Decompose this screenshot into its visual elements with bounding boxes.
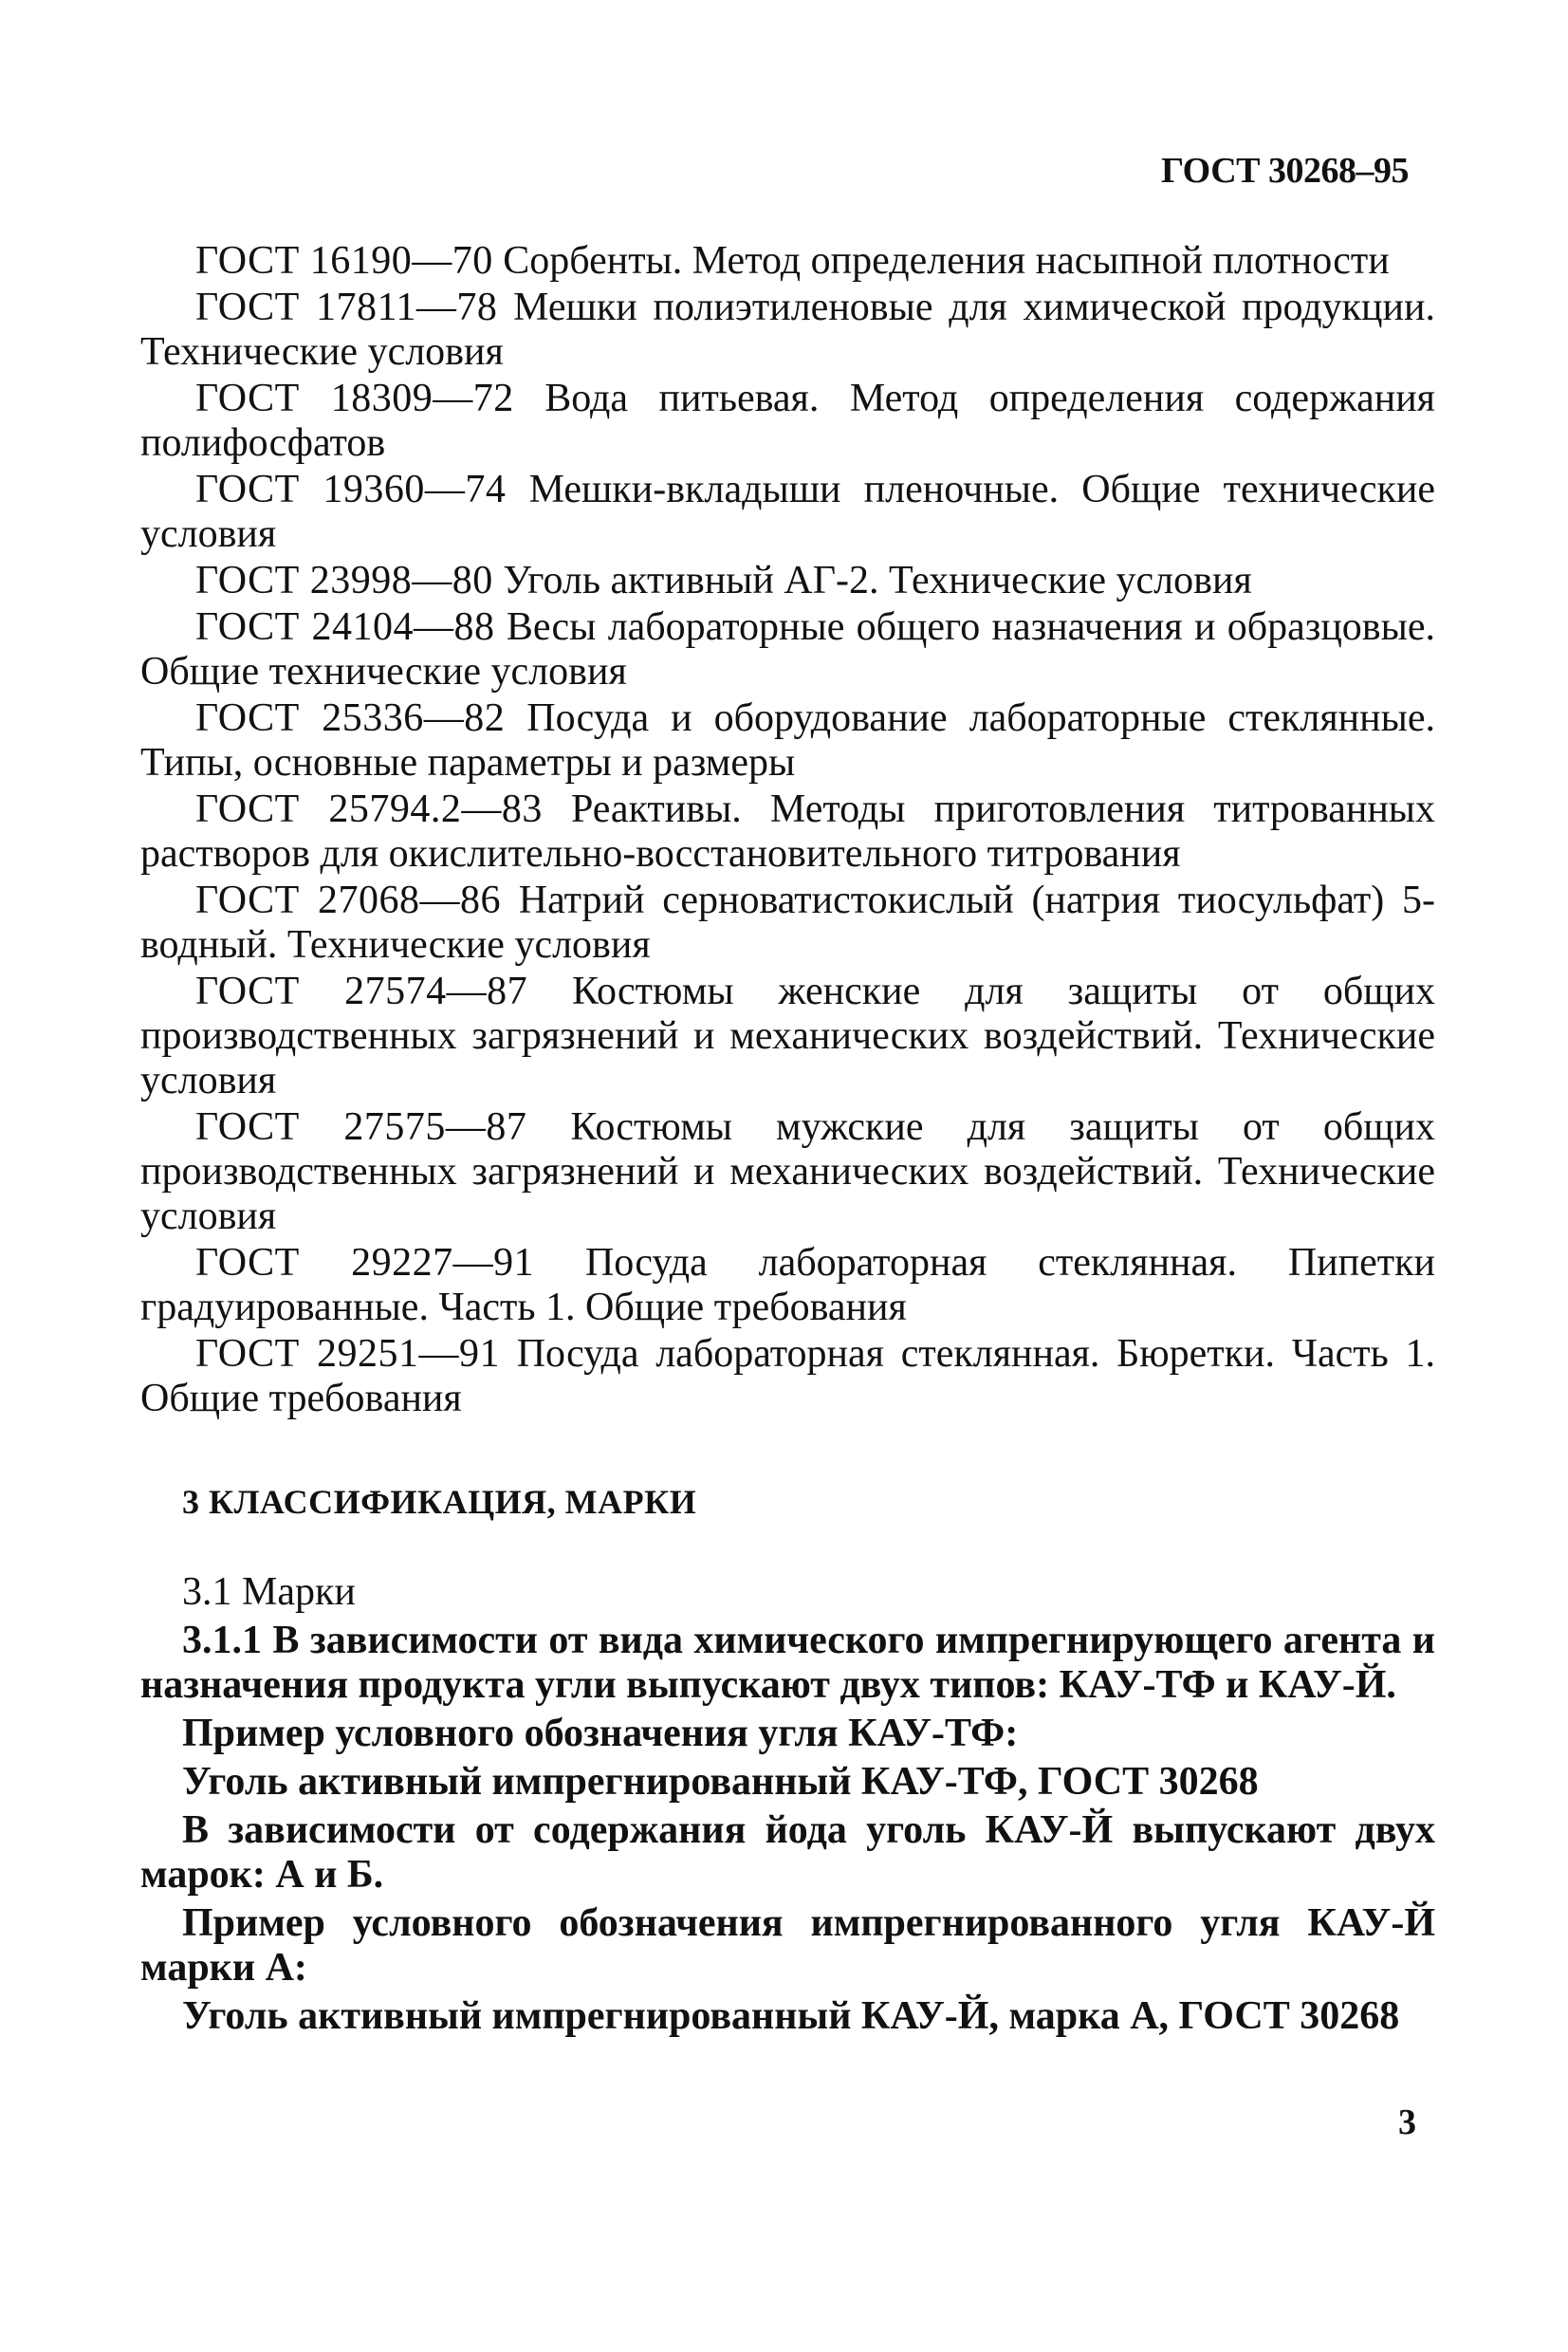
reference-title: Сорбенты. Метод определения насыпной плотности — [503, 239, 1390, 283]
reference-code: ГОСТ 29227—91 — [195, 1241, 535, 1285]
subsection-heading: 3.1 Марки — [182, 1570, 356, 1614]
example-designation-kau-i: Уголь активный импрегнированный КАУ-Й, марка А, ГОСТ 30268 — [182, 1994, 1400, 2038]
reference-title: Посуда лабораторная стеклянная. Пипетки градуированные. Часть 1. Общие требования — [140, 1241, 1436, 1329]
reference-item — [140, 239, 1435, 284]
reference-item — [140, 377, 1435, 466]
section-heading: 3 КЛАССИФИКАЦИЯ, МАРКИ — [182, 1483, 697, 1521]
reference-item — [140, 879, 1435, 968]
example-designation-kau-tf: Уголь активный импрегнированный КАУ-ТФ, ГОСТ 30268 — [182, 1760, 1259, 1804]
reference-title: Посуда лабораторная стеклянная. Бюретки. Часть 1. Общие требования — [140, 1332, 1436, 1420]
paragraph-iodine-grades: В зависимости от содержания йода уголь КАУ-Й выпускают двух марок: А и Б. — [140, 1808, 1435, 1897]
reference-item — [140, 286, 1435, 375]
reference-item — [140, 970, 1435, 1103]
paragraph-3-1-1: 3.1.1 В зависимости от вида химического импрегнирующего агента и назначения продукта угли выпускают двух типов: КАУ-ТФ и КАУ-Й. — [140, 1619, 1435, 1707]
reference-title: Мешки полиэтиленовые для химической продукции. Технические условия — [140, 286, 1435, 374]
reference-item — [140, 1332, 1435, 1421]
document-code-header: ГОСТ 30268–95 — [1160, 151, 1409, 191]
reference-title: Костюмы женские для защиты от общих производственных загрязнений и механических воздействий. Технические условия — [140, 970, 1436, 1102]
reference-code: ГОСТ 29251—91 — [195, 1332, 500, 1376]
reference-title: Вода питьевая. Метод определения содержания полифосфатов — [140, 377, 1436, 465]
page-number: 3 — [1398, 2102, 1416, 2142]
reference-title: Весы лабораторные общего назначения и образцовые. Общие технические условия — [140, 605, 1436, 694]
reference-code: ГОСТ 24104—88 — [195, 605, 495, 649]
reference-item — [140, 468, 1435, 557]
reference-item — [140, 1241, 1435, 1330]
reference-item — [140, 559, 1435, 603]
reference-title: Костюмы мужские для защиты от общих производственных загрязнений и механических воздействий. Технические условия — [140, 1105, 1436, 1238]
reference-code: ГОСТ 19360—74 — [195, 468, 507, 511]
reference-code: ГОСТ 23998—80 — [195, 559, 493, 602]
reference-title: Реактивы. Методы приготовления титрованных растворов для окислительно-восстановительного титрования — [140, 787, 1436, 876]
reference-code: ГОСТ 18309—72 — [195, 377, 514, 420]
page-content — [140, 239, 1435, 2043]
reference-code: ГОСТ 25336—82 — [195, 696, 506, 740]
reference-title: Посуда и оборудование лабораторные стеклянные. Типы, основные параметры и размеры — [140, 696, 1435, 785]
reference-item — [140, 1105, 1435, 1239]
reference-title: Мешки-вкладыши пленочные. Общие технические условия — [140, 468, 1436, 556]
normative-references-list — [140, 239, 1435, 1421]
reference-item — [140, 787, 1435, 877]
reference-title: Уголь активный АГ-2. Технические условия — [503, 559, 1252, 602]
reference-item — [140, 696, 1435, 786]
reference-code: ГОСТ 25794.2—83 — [195, 787, 543, 831]
reference-code: ГОСТ 17811—78 — [195, 286, 498, 329]
reference-title: Натрий серноватистокислый (натрия тиосульфат) 5-водный. Технические условия — [140, 879, 1435, 967]
reference-code: ГОСТ 16190—70 — [195, 239, 493, 283]
example-caption-kau-tf: Пример условного обозначения угля КАУ-ТФ: — [182, 1712, 1019, 1755]
example-caption-kau-i: Пример условного обозначения импрегнированного угля КАУ-Й марки А: — [140, 1901, 1435, 1990]
reference-item — [140, 605, 1435, 694]
reference-code: ГОСТ 27068—86 — [195, 879, 501, 922]
reference-code: ГОСТ 27575—87 — [195, 1105, 527, 1149]
reference-code: ГОСТ 27574—87 — [195, 970, 528, 1013]
